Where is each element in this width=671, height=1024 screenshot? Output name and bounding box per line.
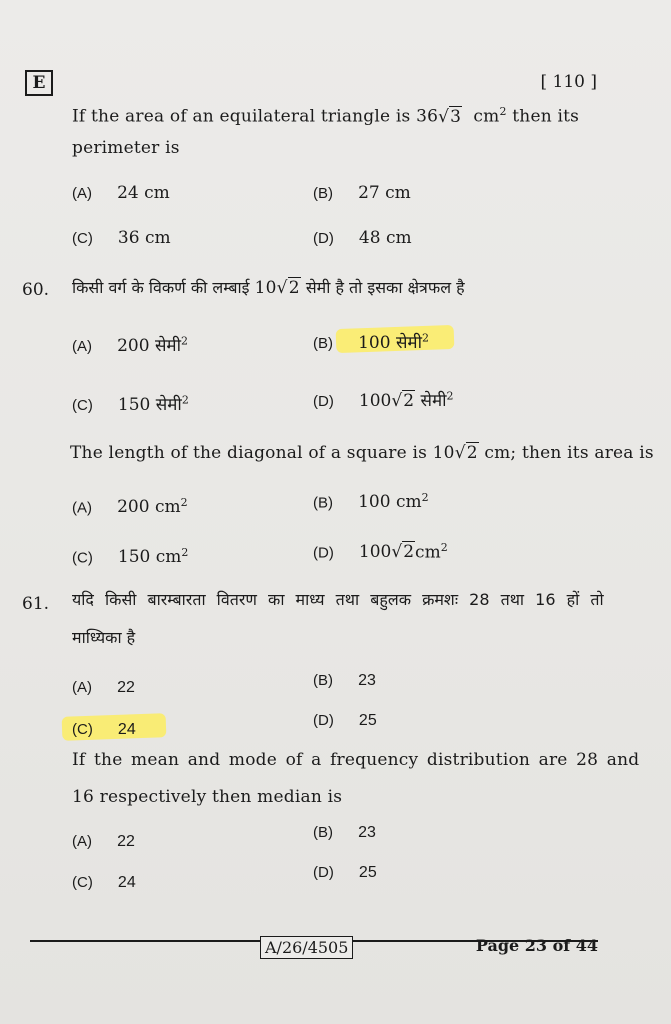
q59-option-b[interactable] [313, 183, 411, 203]
q61-hi-option-a[interactable] [72, 677, 135, 697]
q60-en-option-a[interactable] [72, 496, 188, 517]
q60-hi-option-b[interactable] [313, 330, 429, 353]
q60-en-line [70, 443, 654, 463]
q60-hi-option-c[interactable] [72, 392, 189, 415]
option-value: 100 सेमी [358, 333, 423, 353]
option-label: (A) [72, 679, 92, 696]
option-value: 25 [358, 712, 377, 729]
q59-en-exp: 2 [499, 105, 507, 118]
option-exp: 2 [181, 334, 189, 348]
option-label: (C) [72, 721, 93, 738]
q61-en-option-a[interactable] [72, 831, 135, 851]
option-label: (B) [313, 335, 333, 352]
q60-hi-option-d[interactable] [313, 388, 454, 411]
q59-en-coef: 36 [416, 106, 439, 127]
option-label: (B) [313, 824, 333, 841]
option-value: 22 [117, 679, 135, 696]
option-coef: 100 [358, 391, 392, 411]
q60-hi-option-a[interactable] [72, 333, 188, 356]
option-label: (B) [313, 185, 333, 202]
option-label: (D) [313, 544, 334, 562]
option-value: 27 cm [358, 183, 411, 203]
option-exp: 2 [446, 389, 454, 403]
option-exp: 2 [181, 393, 189, 407]
option-label: (C) [72, 874, 93, 891]
option-value: 24 [117, 721, 136, 738]
q60-en-radicand: 2 [466, 443, 478, 463]
sqrt-symbol: √2 [391, 391, 415, 411]
page-code: [ 110 ] [540, 72, 597, 92]
option-label: (C) [72, 230, 93, 247]
q61-en-line2: 16 respectively then median is [72, 787, 343, 807]
q60-en-option-d[interactable] [313, 541, 448, 562]
q59-en-radicand: 3 [450, 106, 462, 127]
q61-en-option-d[interactable] [313, 862, 377, 882]
q59-en-unit: cm [473, 106, 500, 127]
q60-en-option-b[interactable] [313, 491, 429, 512]
q59-en-text-a: If the area of an equilateral triangle is [72, 106, 417, 127]
option-label: (B) [313, 672, 333, 689]
option-value: 22 [117, 833, 135, 850]
q60-en-text-b: cm; then its area is [484, 443, 654, 463]
q61-hi-line2: माध्यिका है [72, 628, 136, 647]
option-value: 100 cm [358, 492, 422, 513]
option-label: (C) [72, 397, 93, 414]
sqrt-symbol: √2 [391, 542, 415, 563]
q61-en-option-b[interactable] [313, 822, 376, 842]
option-value: 24 cm [117, 183, 170, 203]
q60-hi-line [72, 276, 465, 298]
q59-option-a[interactable] [72, 183, 170, 203]
option-value: 36 cm [117, 228, 171, 248]
option-label: (A) [72, 499, 92, 517]
option-value: 23 [358, 824, 376, 841]
option-value: सेमी [415, 391, 447, 411]
q61-number: 61. [22, 594, 50, 614]
option-value: 48 cm [358, 228, 412, 248]
option-coef: 100 [358, 542, 392, 563]
option-label: (D) [313, 864, 334, 881]
option-label: (B) [313, 494, 333, 512]
option-label: (A) [72, 833, 92, 850]
q60-hi-text-b: सेमी है तो इसका क्षेत्रफल है [300, 278, 465, 297]
option-radicand: 2 [403, 391, 415, 411]
option-exp: 2 [181, 546, 189, 559]
option-exp: 2 [180, 496, 188, 509]
paper-code: A/26/4505 [260, 936, 353, 959]
q60-en-coef: 10 [432, 443, 455, 463]
option-value: 23 [358, 672, 376, 689]
q60-en-option-c[interactable] [72, 546, 188, 567]
q59-en-line1 [72, 105, 579, 127]
option-value: 150 cm [117, 547, 182, 568]
sqrt-symbol: √2 [276, 278, 300, 298]
option-label: (A) [72, 185, 92, 202]
option-exp: 2 [422, 331, 430, 345]
sqrt-symbol: √2 [454, 443, 478, 463]
option-value: 25 [358, 864, 377, 881]
series-box: E [25, 70, 53, 96]
q61-hi-line1: यदि किसी बारम्बारता वितरण का माध्य तथा बहुलक क्रमशः 28 तथा 16 हों तो [72, 590, 604, 609]
q59-en-text-b: then its [506, 106, 580, 127]
option-label: (A) [72, 338, 92, 355]
option-label: (D) [313, 230, 334, 247]
option-value: 200 सेमी [117, 336, 182, 356]
option-value: 24 [117, 874, 136, 891]
q60-hi-coef: 10 [254, 278, 277, 298]
q60-number: 60. [22, 280, 50, 300]
option-label: (C) [72, 549, 93, 567]
q61-hi-option-c[interactable] [72, 719, 136, 739]
q60-hi-radicand: 2 [288, 278, 300, 298]
q61-hi-option-b[interactable] [313, 670, 376, 690]
q59-en-line2: perimeter is [72, 138, 180, 158]
option-radicand: 2 [403, 542, 415, 563]
option-exp: 2 [421, 491, 429, 504]
sqrt-symbol: √3 [438, 106, 462, 127]
q60-hi-text-a: किसी वर्ग के विकर्ण की लम्बाई [72, 278, 255, 297]
option-value: 150 सेमी [117, 395, 182, 415]
option-label: (D) [313, 393, 334, 410]
option-value: cm [415, 542, 441, 563]
q61-hi-option-d[interactable] [313, 710, 377, 730]
q61-en-line1: If the mean and mode of a frequency distribution are 28 and [72, 750, 640, 770]
page-number: Page 23 of 44 [475, 936, 598, 955]
option-value: 200 cm [117, 497, 181, 518]
q60-en-text-a: The length of the diagonal of a square is [70, 443, 433, 463]
q61-en-option-c[interactable] [72, 872, 136, 892]
q59-option-c[interactable] [72, 228, 171, 248]
q59-option-d[interactable] [313, 228, 412, 248]
option-exp: 2 [440, 541, 448, 554]
option-label: (D) [313, 712, 334, 729]
